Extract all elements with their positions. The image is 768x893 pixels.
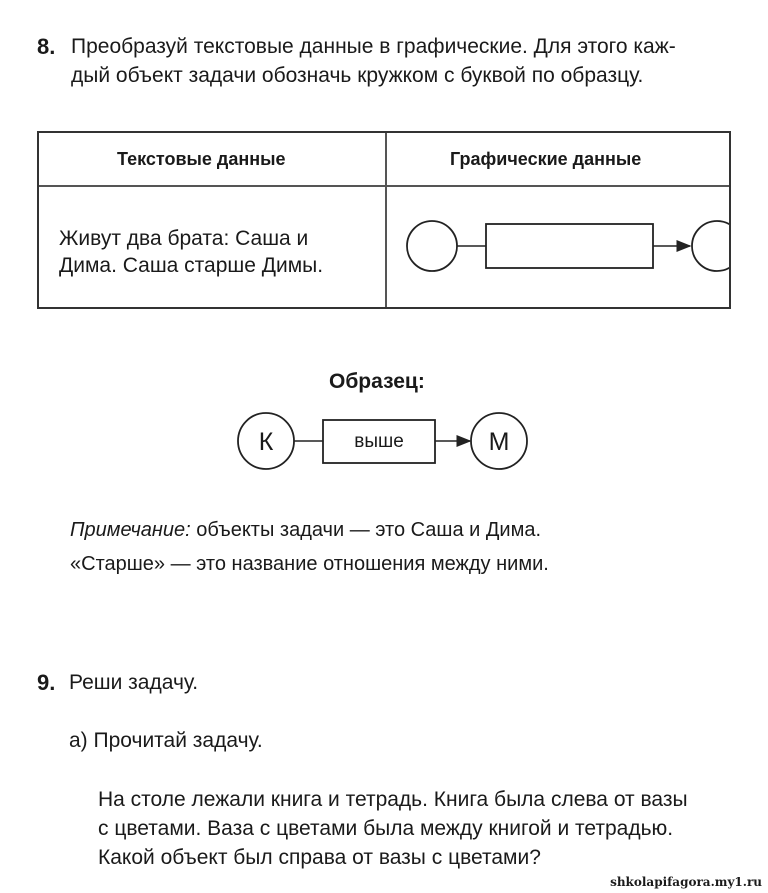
table-text-cell — [59, 225, 323, 279]
task-8-instruction — [71, 32, 676, 90]
task-9-title: Реши задачу. — [69, 671, 199, 694]
note-line-1-text: объекты задачи — это Саша и Дима. — [190, 519, 542, 541]
sample-letter-k: К — [258, 428, 274, 456]
table-header-text-data: Текстовые данные — [117, 149, 286, 169]
sample-relation-label: выше — [354, 431, 404, 452]
task-9-sub-a: а) Прочитай задачу. — [69, 729, 263, 752]
table-text-line-1: Живут два брата: Саша и — [59, 227, 309, 250]
problem-line-1: На столе лежали книга и тетрадь. Книга была слева от вазы — [98, 788, 688, 811]
sample-diagram — [234, 410, 534, 472]
table-text-line-2: Дима. Саша старше Димы. — [59, 254, 324, 277]
problem-line-2: с цветами. Ваза с цветами была между книгой и тетрадью. — [98, 817, 674, 840]
note — [70, 513, 549, 581]
watermark: shkolapifagora.my1.ru — [610, 875, 762, 889]
table-header-graphic-data: Графические данные — [450, 149, 642, 169]
task-8-line-2: дый объект задачи обозначь кружком с буквой по образцу. — [71, 64, 644, 87]
note-line-1 — [70, 513, 549, 547]
task-8-line-1: Преобразуй текстовые данные в графические. Для этого каж- — [71, 35, 676, 58]
task-8-number: 8. — [37, 34, 56, 59]
note-label: Примечание: — [70, 519, 191, 541]
task-9-problem — [98, 785, 688, 872]
note-line-2: «Старше» — это название отношения между ними. — [70, 553, 549, 575]
task-9-number: 9. — [37, 670, 56, 695]
empty-circle-left[interactable] — [407, 221, 457, 271]
empty-circle-right[interactable] — [692, 221, 729, 271]
sample-title: Образец: — [329, 370, 425, 393]
data-table — [37, 131, 731, 309]
problem-line-3: Какой объект был справа от вазы с цветами? — [98, 846, 541, 869]
empty-relation-box[interactable] — [486, 224, 653, 268]
graphic-diagram — [387, 187, 729, 307]
sample-letter-m: М — [488, 428, 510, 456]
